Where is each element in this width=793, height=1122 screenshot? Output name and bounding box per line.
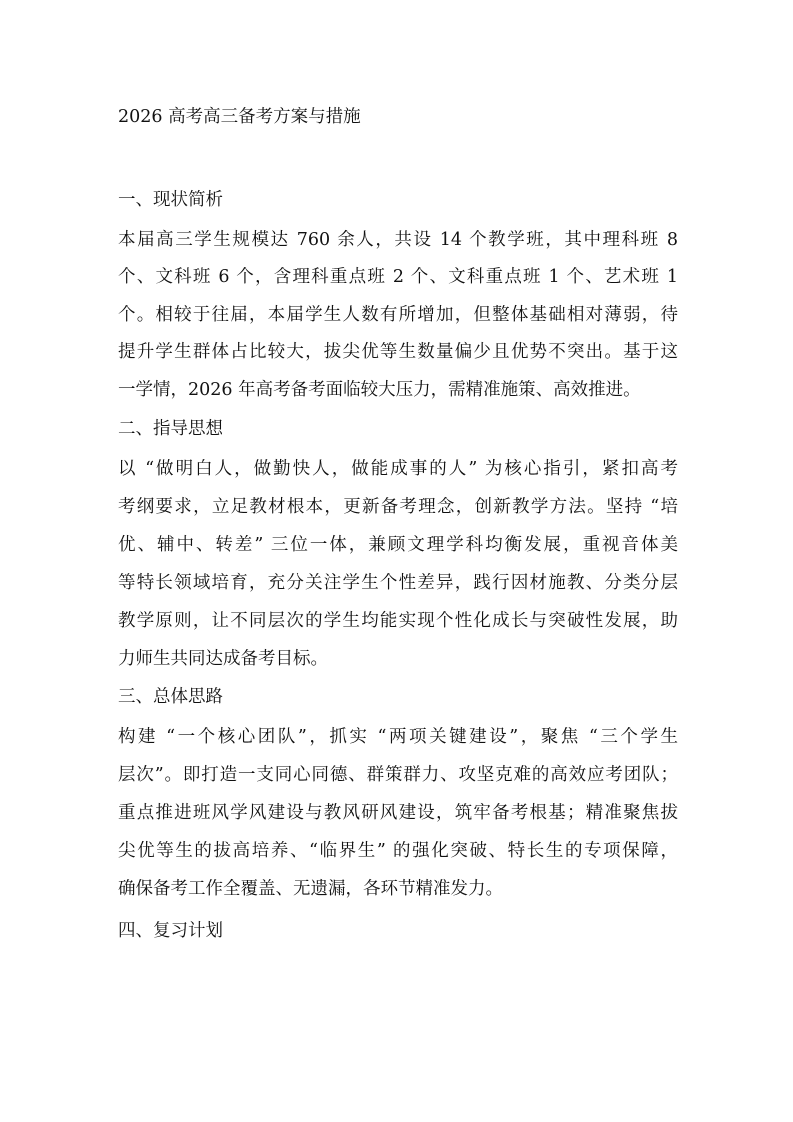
paragraph-line: 个。相较于往届，本届学生人数有所增加，但整体基础相对薄弱，待 [118, 305, 678, 325]
paragraph-line: 尖优等生的拔高培养、“临界生” 的强化突破、特长生的专项保障， [118, 841, 678, 861]
paragraph-line: 以 “做明白人，做勤快人，做能成事的人” 为核心指引，紧扣高考 [118, 459, 678, 479]
paragraph-line: 提升学生群体占比较大，拔尖优等生数量偏少且优势不突出。基于这 [118, 342, 678, 362]
document-title: 2026 高考高三备考方案与措施 [118, 107, 361, 127]
paragraph-line: 本届高三学生规模达 760 余人，共设 14 个教学班，其中理科班 8 [118, 230, 678, 250]
section-heading-1: 一、现状简析 [118, 190, 223, 210]
paragraph-line: 个、文科班 6 个，含理科重点班 2 个、文科重点班 1 个、艺术班 1 [118, 267, 678, 287]
paragraph-line: 力师生共同达成备考目标。 [118, 649, 328, 669]
paragraph-line: 等特长领域培育，充分关注学生个性差异，践行因材施教、分类分层 [118, 573, 678, 593]
paragraph-line: 确保备考工作全覆盖、无遗漏，各环节精准发力。 [118, 879, 503, 899]
paragraph-line: 一学情，2026 年高考备考面临较大压力，需精准施策、高效推进。 [118, 380, 641, 400]
paragraph-line: 构建 “一个核心团队”，抓实 “两项关键建设”，聚焦 “三个学生 [118, 727, 678, 747]
section-heading-3: 三、总体思路 [118, 687, 223, 707]
section-heading-4: 四、复习计划 [118, 921, 223, 941]
paragraph-line: 层次”。即打造一支同心同德、群策群力、攻坚克难的高效应考团队； [118, 765, 678, 785]
paragraph-line: 优、辅中、转差” 三位一体，兼顾文理学科均衡发展，重视音体美 [118, 535, 678, 555]
paragraph-line: 教学原则，让不同层次的学生均能实现个性化成长与突破性发展，助 [118, 611, 678, 631]
paragraph-line: 考纲要求，立足教材根本，更新备考理念，创新教学方法。坚持 “培 [118, 497, 678, 517]
paragraph-line: 重点推进班风学风建设与教风研风建设，筑牢备考根基；精准聚焦拔 [118, 803, 678, 823]
section-heading-2: 二、指导思想 [118, 419, 223, 439]
